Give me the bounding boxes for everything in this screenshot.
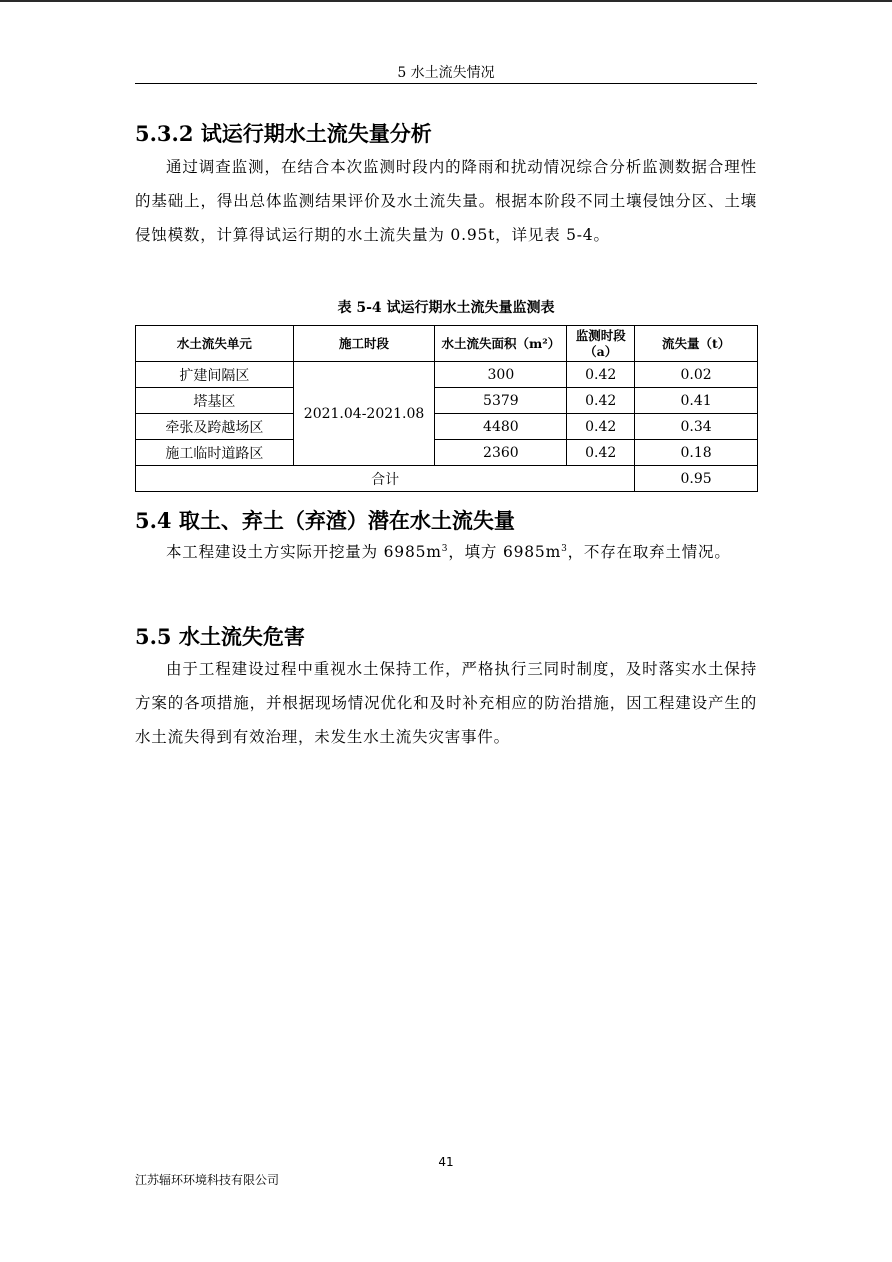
- text-part: ，不存在取弃土情况。: [567, 543, 731, 561]
- table-row: [136, 414, 758, 440]
- cell-total-value: 0.95: [635, 466, 758, 492]
- section-heading-5-5: 5.5 水土流失危害: [135, 624, 305, 649]
- cell-total-label: 合计: [136, 466, 635, 492]
- page-top-border: [0, 0, 892, 2]
- cell-unit: 施工临时道路区: [136, 440, 294, 466]
- cell-unit: 塔基区: [136, 388, 294, 414]
- col-header-unit: 水土流失单元: [136, 326, 294, 362]
- cell-area: 5379: [435, 388, 567, 414]
- cell-period: 2021.04-2021.08: [293, 362, 435, 466]
- cell-duration: 0.42: [567, 414, 635, 440]
- table-row: [136, 388, 758, 414]
- text-part: 本工程建设土方实际开挖量为 6985m: [166, 543, 442, 561]
- table-caption: 表 5-4 试运行期水土流失量监测表: [337, 300, 555, 316]
- col-header-duration: 监测时段（a）: [567, 326, 635, 362]
- soil-loss-table: [135, 325, 758, 492]
- cell-duration: 0.42: [567, 440, 635, 466]
- section-heading-5-3-2: 5.3.2 试运行期水土流失量分析: [135, 121, 432, 146]
- page-number: 41: [438, 1155, 454, 1169]
- cell-area: 2360: [435, 440, 567, 466]
- superscript: 3: [561, 543, 568, 554]
- table-row: [136, 362, 758, 388]
- cell-amount: 0.41: [635, 388, 758, 414]
- section-5-4-paragraph: [135, 535, 757, 569]
- col-header-amount: 流失量（t）: [635, 326, 758, 362]
- section-5-5-paragraph: 由于工程建设过程中重视水土保持工作，严格执行三同时制度，及时落实水土保持方案的各项措施，并根据现场情况优化和及时补充相应的防治措施，因工程建设产生的水土流失得到有效治理，未发生水土流失灾害事件。: [135, 660, 757, 746]
- running-header: 5 水土流失情况: [397, 65, 495, 81]
- header-rule: [135, 83, 757, 84]
- table-total-row: [136, 466, 758, 492]
- cell-unit: 扩建间隔区: [136, 362, 294, 388]
- cell-amount: 0.34: [635, 414, 758, 440]
- cell-duration: 0.42: [567, 388, 635, 414]
- cell-unit: 牵张及跨越场区: [136, 414, 294, 440]
- superscript: 3: [441, 543, 449, 554]
- table-header-row: [136, 326, 758, 362]
- col-header-period: 施工时段: [293, 326, 435, 362]
- cell-amount: 0.02: [635, 362, 758, 388]
- cell-amount: 0.18: [635, 440, 758, 466]
- cell-area: 4480: [435, 414, 567, 440]
- cell-area: 300: [435, 362, 567, 388]
- table-row: [136, 440, 758, 466]
- cell-duration: 0.42: [567, 362, 635, 388]
- footer-company: 江苏辐环环境科技有限公司: [135, 1173, 280, 1187]
- col-header-area: 水土流失面积（m²）: [435, 326, 567, 362]
- section-5-3-2-paragraph: 通过调查监测，在结合本次监测时段内的降雨和扰动情况综合分析监测数据合理性的基础上，得出总体监测结果评价及水土流失量。根据本阶段不同土壤侵蚀分区、土壤侵蚀模数，计算得试运行期的水土流失量为 0.95t，详见表 5-4。: [135, 158, 757, 244]
- text-part: ，填方 6985m: [448, 543, 562, 561]
- section-heading-5-4: 5.4 取土、弃土（弃渣）潜在水土流失量: [135, 508, 515, 533]
